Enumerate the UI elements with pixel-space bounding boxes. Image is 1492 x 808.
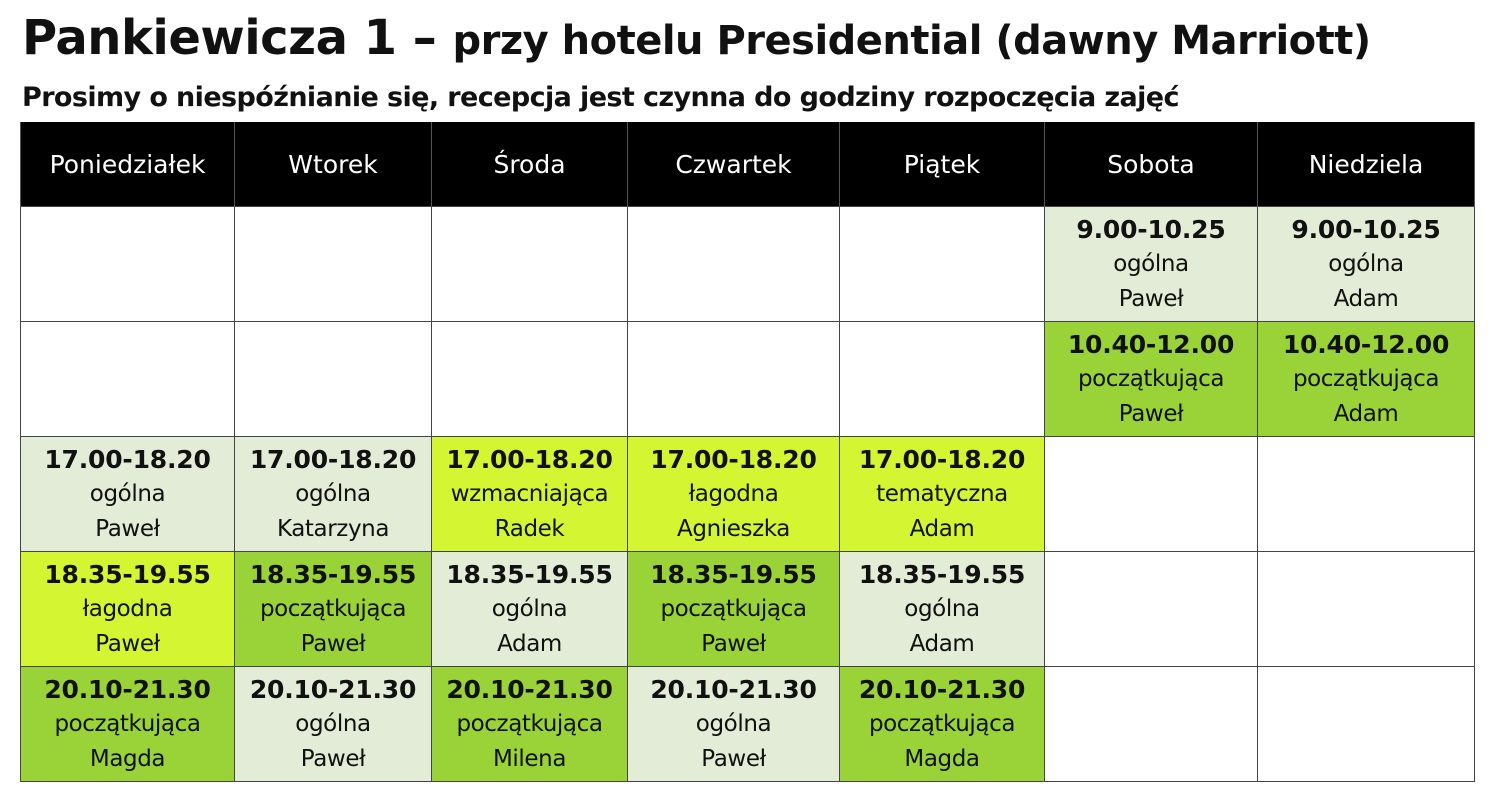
class-slot [628, 437, 840, 552]
class-time: 20.10-21.30 [650, 674, 817, 704]
class-type: ogólna [295, 480, 371, 507]
schedule-row [21, 437, 1475, 552]
class-slot [235, 667, 432, 782]
class-type: początkująca [54, 710, 201, 737]
day-header: Sobota [1045, 122, 1258, 207]
class-teacher: Adam [909, 515, 975, 542]
class-slot [628, 667, 840, 782]
empty-slot [628, 207, 840, 322]
class-slot [840, 437, 1045, 552]
class-time: 18.35-19.55 [650, 559, 817, 589]
empty-slot [1045, 552, 1258, 667]
class-type: ogólna [295, 710, 371, 737]
class-slot [1258, 322, 1475, 437]
class-teacher: Paweł [300, 630, 366, 657]
class-type: wzmacniająca [450, 480, 609, 507]
class-teacher: Adam [1333, 285, 1399, 312]
schedule-row [21, 322, 1475, 437]
empty-slot [21, 322, 235, 437]
day-header: Niedziela [1258, 122, 1475, 207]
class-type: ogólna [695, 710, 772, 737]
class-type: ogólna [1113, 250, 1189, 277]
class-type: tematyczna [876, 480, 1008, 507]
class-slot [1045, 322, 1258, 437]
class-teacher: Adam [909, 630, 975, 657]
class-slot [1258, 207, 1475, 322]
schedule-table [20, 122, 1475, 782]
class-type: ogólna [89, 480, 166, 507]
schedule-row [21, 667, 1475, 782]
class-teacher: Paweł [701, 745, 766, 772]
class-slot [840, 552, 1045, 667]
empty-slot [1045, 437, 1258, 552]
empty-slot [235, 207, 432, 322]
class-type: początkująca [1292, 365, 1440, 392]
class-slot [21, 437, 235, 552]
class-time: 20.10-21.30 [44, 674, 211, 704]
class-teacher: Paweł [1118, 285, 1184, 312]
empty-slot [432, 322, 628, 437]
class-type: początkująca [660, 595, 807, 622]
class-time: 10.40-12.00 [1282, 329, 1450, 359]
class-teacher: Katarzyna [276, 515, 390, 542]
class-time: 17.00-18.20 [249, 444, 417, 474]
day-header: Środa [432, 122, 628, 207]
schedule-body [21, 207, 1475, 782]
schedule-row [21, 207, 1475, 322]
class-time: 9.00-10.25 [1291, 214, 1441, 244]
day-header: Czwartek [628, 122, 840, 207]
class-teacher: Paweł [701, 630, 766, 657]
day-header: Piątek [840, 122, 1045, 207]
class-time: 18.35-19.55 [44, 559, 211, 589]
class-slot [432, 437, 628, 552]
class-time: 9.00-10.25 [1076, 214, 1226, 244]
class-slot [432, 667, 628, 782]
class-teacher: Magda [89, 745, 166, 772]
class-time: 10.40-12.00 [1067, 329, 1235, 359]
class-time: 20.10-21.30 [446, 674, 613, 704]
class-time: 18.35-19.55 [249, 559, 417, 589]
empty-slot [21, 207, 235, 322]
class-time: 17.00-18.20 [44, 444, 211, 474]
class-slot [235, 437, 432, 552]
page-subtitle: Prosimy o niespóźnianie się, recepcja jest czynna do godziny rozpoczęcia zajęć [22, 82, 1179, 113]
empty-slot [840, 322, 1045, 437]
class-time: 20.10-21.30 [249, 674, 417, 704]
class-type: ogólna [904, 595, 980, 622]
class-slot [432, 552, 628, 667]
class-slot [235, 552, 432, 667]
page-title [22, 10, 1482, 66]
class-type: początkująca [868, 710, 1016, 737]
class-type: łagodna [688, 480, 779, 507]
empty-slot [432, 207, 628, 322]
class-teacher: Radek [494, 515, 565, 542]
empty-slot [235, 322, 432, 437]
class-teacher: Adam [1333, 400, 1399, 427]
class-teacher: Paweł [300, 745, 366, 772]
day-header: Wtorek [235, 122, 432, 207]
schedule-row [21, 552, 1475, 667]
class-type: początkująca [259, 595, 407, 622]
class-time: 18.35-19.55 [858, 559, 1026, 589]
empty-slot [1258, 667, 1475, 782]
class-time: 18.35-19.55 [446, 559, 613, 589]
class-slot [1045, 207, 1258, 322]
day-header-row [21, 122, 1475, 207]
class-type: początkująca [456, 710, 603, 737]
class-teacher: Paweł [95, 630, 160, 657]
class-time: 17.00-18.20 [858, 444, 1026, 474]
title-address: Pankiewicza 1 – [22, 10, 453, 66]
class-time: 17.00-18.20 [446, 444, 613, 474]
class-type: ogólna [491, 595, 568, 622]
day-header: Poniedziałek [21, 122, 235, 207]
class-teacher: Paweł [1118, 400, 1184, 427]
class-teacher: Agnieszka [677, 515, 790, 542]
empty-slot [1258, 437, 1475, 552]
empty-slot [628, 322, 840, 437]
empty-slot [840, 207, 1045, 322]
class-teacher: Milena [492, 745, 567, 772]
class-slot [628, 552, 840, 667]
class-type: łagodna [82, 595, 173, 622]
title-location: przy hotelu Presidential (dawny Marriott) [452, 18, 1371, 64]
class-slot [21, 552, 235, 667]
empty-slot [1045, 667, 1258, 782]
class-teacher: Paweł [95, 515, 160, 542]
class-slot [21, 667, 235, 782]
class-slot [840, 667, 1045, 782]
class-teacher: Adam [497, 630, 562, 657]
class-type: ogólna [1328, 250, 1404, 277]
empty-slot [1258, 552, 1475, 667]
class-type: początkująca [1077, 365, 1225, 392]
class-time: 17.00-18.20 [650, 444, 817, 474]
class-teacher: Magda [904, 745, 980, 772]
class-time: 20.10-21.30 [858, 674, 1026, 704]
